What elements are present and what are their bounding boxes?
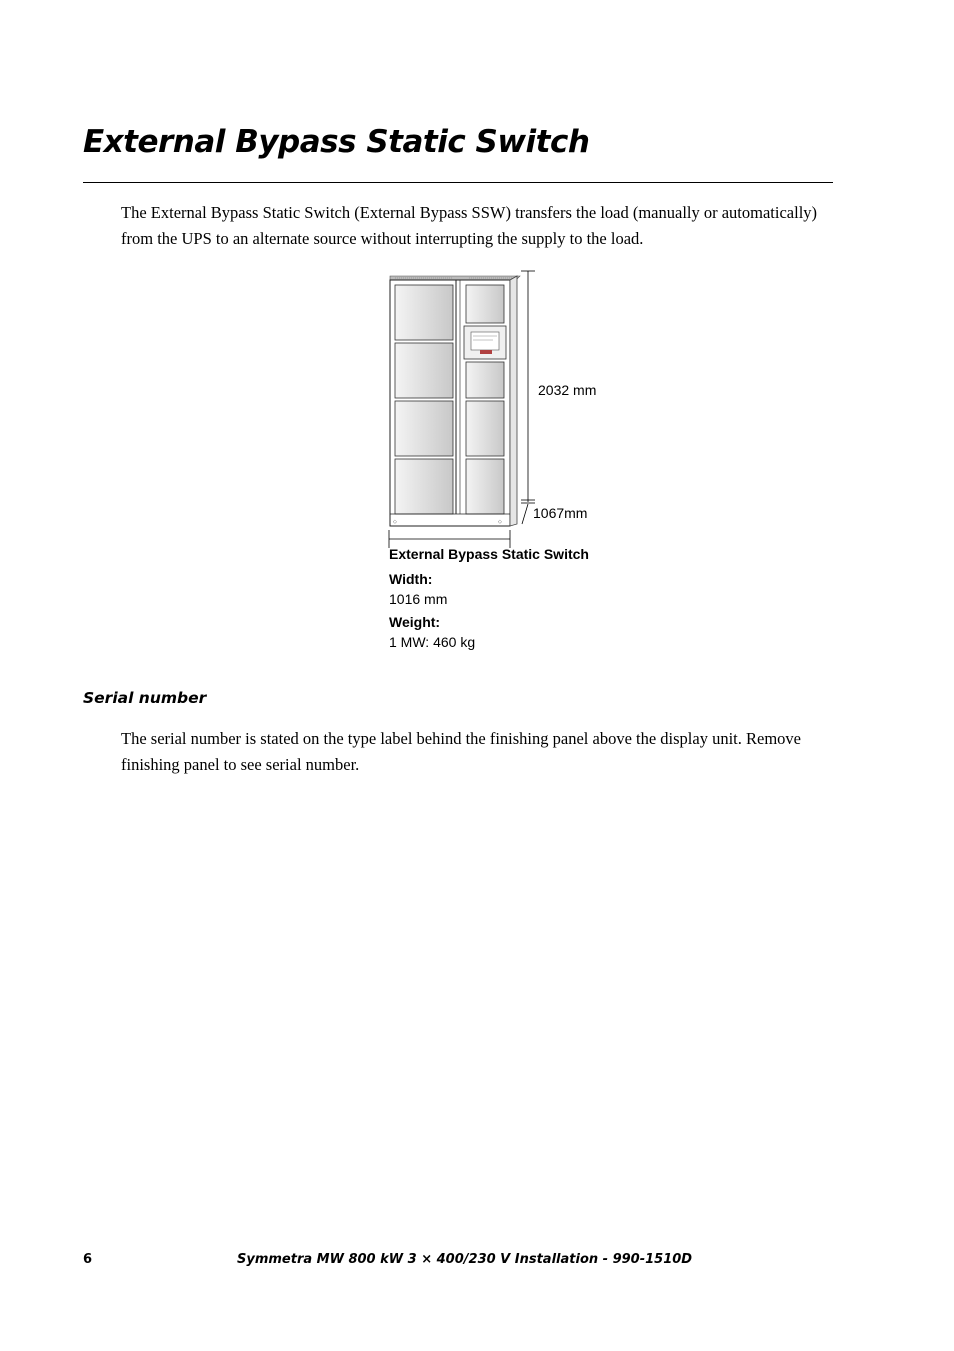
serial-number-paragraph: The serial number is stated on the type label behind the finishing panel above the display unit. Remove finishing panel to see serial number. [121, 729, 801, 774]
footer-doc-title: Symmetra MW 800 kW 3 × 400/230 V Installation - 990-1510D [237, 1252, 693, 1267]
svg-text:◇: ◇ [393, 519, 397, 525]
weight-value: 1 MW: 460 kg [389, 634, 476, 650]
intro-paragraph: The External Bypass Static Switch (External Bypass SSW) transfers the load (manually or automatically) from the UPS to an alternate source without interrupting the supply to the load. [121, 203, 818, 248]
page-number: 6 [83, 1252, 93, 1267]
svg-text:◇: ◇ [498, 519, 502, 525]
width-value: 1016 mm [389, 591, 448, 607]
serial-number-heading: Serial number [83, 689, 207, 707]
height-dimension-label: 2032 mm [538, 382, 597, 398]
figure-caption: External Bypass Static Switch [389, 546, 589, 562]
width-label: Width: [389, 571, 433, 587]
depth-dimension-label: 1067mm [533, 505, 588, 521]
title-rule [83, 182, 833, 183]
page-title: External Bypass Static Switch [83, 124, 590, 160]
weight-label: Weight: [389, 614, 441, 630]
